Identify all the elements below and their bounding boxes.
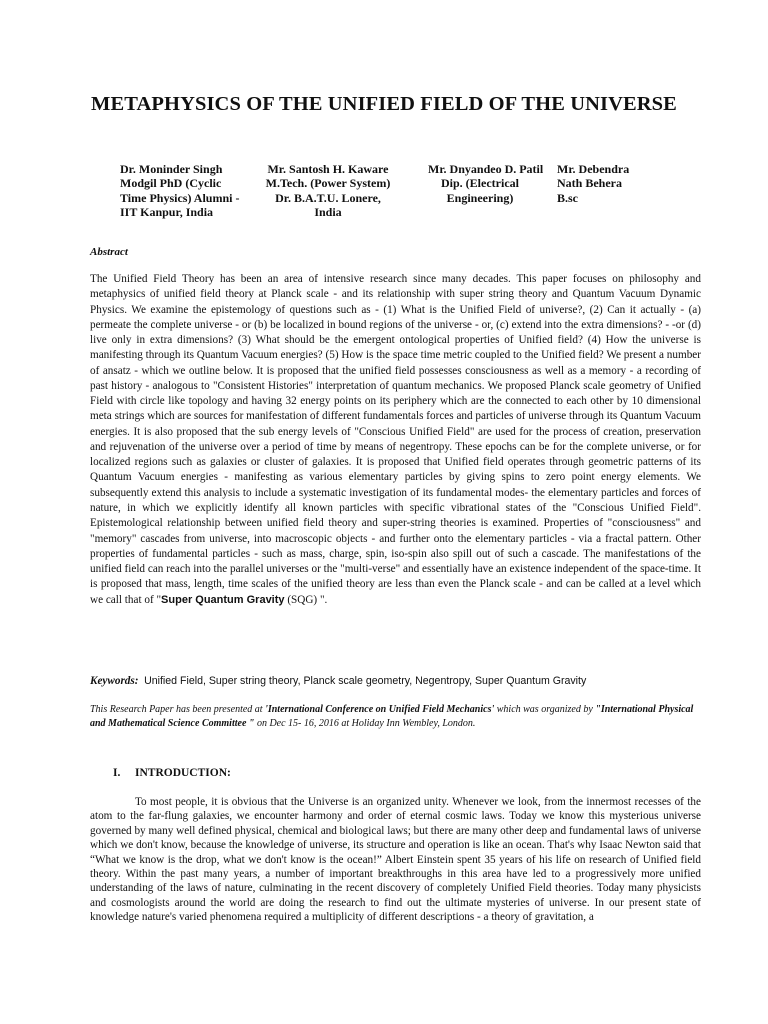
note-part-3: on Dec 15- 16, 2016 at Holiday Inn Wembley, London. [254, 718, 476, 729]
author-3-line-3: Engineering) [446, 190, 514, 205]
note-committee: "International Physical and Mathematical Science Committee " [90, 704, 694, 729]
introduction-heading [113, 767, 231, 779]
note-part-1: This Research Paper has been presented at [90, 704, 266, 715]
author-1 [120, 162, 239, 219]
keywords-text: Unified Field, Super string theory, Planck scale geometry, Negentropy, Super Quantum Gravity [144, 675, 587, 687]
author-3-line-1: Mr. Dnyandeo D. Patil [428, 162, 544, 176]
author-4-line-2: Nath Behera [557, 176, 622, 191]
conference-note [90, 703, 701, 731]
keywords-line [90, 675, 586, 687]
section-title: INTRODUCTION: [135, 767, 231, 779]
author-4-line-1: Mr. Debendra [557, 162, 630, 176]
author-2 [262, 162, 394, 219]
paper-title: METAPHYSICS OF THE UNIFIED FIELD OF THE UNIVERSE [91, 93, 677, 115]
author-1-line-3: Time Physics) Alumni - [120, 190, 240, 205]
abstract-text: The Unified Field Theory has been an area of intensive research since many decades. This paper focuses on philosophy and metaphysics of unified field theory at Planck scale - and its relationship with super string theory and Quantum Vacuum Dynamic Physics. We examine the epistemology of questions such as - (1) What is the Unified Field of universe?, (2) Can it actually - (a) permeate the complete universe - or (b) be localized in bound regions of the universe - or, (c) extend into the extra dimensions? - -or (d) live only in extra dimensions? (3) What should be the emergent ontological properties of Unified field? (4) How the universe is manifesting through its Quantum Vacuum energies? (5) How is the space time metric coupled to the Unified field? We present a number of ansatz - which we outline below. It is proposed that the unified field possesses consciousness as well as a memory - a recording of past history - analogous to "Consistent Histories" interpretation of quantum mechanics. We proposed Planck scale geometry of Unified Field with circle like topology and having 32 energy points on its periphery which are the connected to each other by 10 dimensional meta strings which are sources for manifestation of different fundamentals forces and particles of universe through its Quantum Vacuum energies. It is also proposed that the sub energy levels of "Conscious Unified Field" are used for the process of creation, preservation and rejuvenation of the universe over a period of time by means of negentropy. These epochs can be for the complete universe, or for localized regions such as galaxies or cluster of galaxies. It is proposed that Unified field operates through geometric patterns of its Quantum Vacuum energies - manifesting as various elementary particles by giving spins to zero point energy elements. We subsequently extend this analysis to include a systematic investigation of its fundamental modes- the elementary particles and forces of nature, in which we explicitly identify all known particles with specific vibrational states of the "Conscious Unified Field". Epistemological relationship between unified field theory and super-string theories is examined. Properties of "consciousness" and "memory" cascades from universe, into macroscopic objects - and further onto the elementary particles - via a fractal pattern. Other properties of fundamental particles - such as mass, charge, spin, iso-spin also spill out of such a cascade. The manifestations of the unified field can reach into the parallel universes or the "multi-verse" and essentially have an existence independent of the space-time. It is proposed that mass, length, time scales of the unified theory are less than even the Planck scale - and can be called at a level which we call that of " [90, 273, 701, 606]
sqg-term: Super Quantum Gravity [161, 593, 285, 606]
author-2-line-2: M.Tech. (Power System) [265, 176, 391, 191]
note-part-2: which was organized by [494, 704, 596, 715]
keywords-label: Keywords: [90, 675, 139, 687]
sqg-tail: (SQG) ". [284, 593, 328, 606]
author-1-line-1: Dr. Moninder Singh [120, 162, 223, 176]
author-block [0, 162, 768, 222]
author-4 [557, 162, 629, 205]
author-2-line-1: Mr. Santosh H. Kaware [267, 162, 389, 176]
abstract-body [90, 272, 701, 608]
abstract-heading: Abstract [90, 246, 128, 258]
author-4-line-3: B.sc [557, 190, 578, 205]
section-number: I. [113, 767, 121, 779]
author-3-line-2: Dip. (Electrical [441, 176, 519, 191]
introduction-body: To most people, it is obvious that the Universe is an organized unity. Whenever we look, from the innermost recesses of the atom to the far-flung galaxies, we encounter harmony and order of eternal cosmic laws. Today we know this mysterious universe governed by many well defined physical, chemical and biological laws; but there are many other deep and fundamental laws of universe which we don't know, because the knowledge of universe, its structure and operation is like an ocean. That's why Isaac Newton said that “What we know is the drop, what we don't know is the ocean!” Albert Einstein spent 35 years of his life on research of Unified field theory. Within the past many years, a number of important breakthroughs in this area have led to a progressively more unified understanding of the laws of nature, culminating in the recent discovery of completely Unified Field theories. Today many physicists and cosmologists around the world are doing the research to find out the ultimate mysteries of universe. In our present state of knowledge nature's varied phenomena required a multiplicity of different descriptions - a theory of gravitation, a [90, 796, 701, 924]
author-2-line-3: Dr. B.A.T.U. Lonere, [275, 190, 381, 205]
author-2-line-4: India [314, 204, 342, 219]
author-1-line-4: IIT Kanpur, India [120, 204, 214, 219]
note-conference: 'International Conference on Unified Field Mechanics' [265, 704, 495, 715]
author-3 [428, 162, 544, 205]
author-1-line-2: Modgil PhD (Cyclic [120, 176, 222, 191]
